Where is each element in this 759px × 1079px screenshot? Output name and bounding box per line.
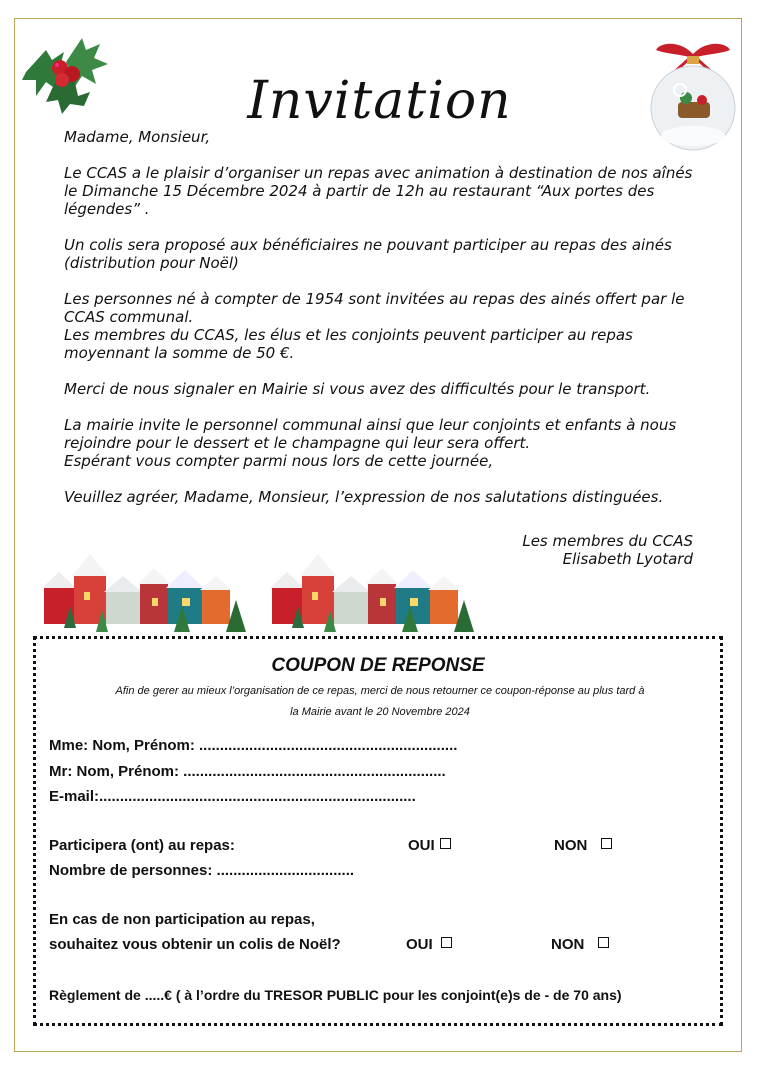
mme-name-field[interactable]: Mme: Nom, Prénom: ..............................................................	[49, 737, 458, 754]
coupon-note	[60, 681, 700, 723]
coupon-note-line: la Mairie avant le 20 Novembre 2024	[290, 706, 470, 718]
letter-paragraph: Merci de nous signaler en Mairie si vous avez des difficultés pour le transport.	[64, 380, 651, 398]
page-title: Invitation	[247, 70, 512, 131]
letter-paragraph: Les membres du CCAS, les élus et les conjoints peuvent participer au repas moyennant la somme de 50 €.	[64, 326, 633, 362]
colis-question-line: En cas de non participation au repas,	[49, 911, 315, 928]
nombre-personnes-field[interactable]: Nombre de personnes: .................................	[49, 862, 355, 879]
letter-paragraph: La mairie invite le personnel communal ainsi que leur conjoints et enfants à nous rejoindre pour le dessert et le champagne qui leur sera offert.	[64, 416, 677, 452]
christmas-village-image	[40, 548, 488, 634]
closing-paragraph: Veuillez agréer, Madame, Monsieur, l’expression de nos salutations distinguées.	[64, 488, 664, 506]
mr-name-field[interactable]: Mr: Nom, Prénom: ...............................................................	[49, 763, 446, 780]
colis-oui-option[interactable]	[406, 936, 452, 953]
invitation-letter	[64, 128, 704, 524]
oui-checkbox[interactable]	[440, 838, 451, 849]
letter-paragraph: Un colis sera proposé aux bénéficiaires ne pouvant participer au repas des ainés (distribution pour Noël)	[64, 236, 672, 272]
oui-label: OUI	[406, 936, 433, 953]
signature-line: Les membres du CCAS	[522, 532, 693, 550]
participation-label: Participera (ont) au repas:	[49, 837, 235, 854]
coupon-title: COUPON DE REPONSE	[271, 655, 485, 676]
oui-label: OUI	[408, 837, 435, 854]
colis-non-option[interactable]	[551, 936, 609, 953]
signature-name: Elisabeth Lyotard	[562, 550, 693, 568]
participation-non-option[interactable]	[554, 837, 612, 854]
letter-paragraph: Les personnes né à compter de 1954 sont invitées au repas des ainés offert par le CCAS communal.	[64, 290, 685, 326]
non-label: NON	[551, 936, 585, 953]
greeting: Madame, Monsieur,	[64, 128, 211, 146]
reglement-line[interactable]: Règlement de .....€ ( à l’ordre du TRESOR PUBLIC pour les conjoint(e)s de - de 70 ans)	[49, 987, 622, 1003]
participation-oui-option[interactable]	[408, 837, 451, 854]
letter-paragraph: Espérant vous compter parmi nous lors de cette journée,	[64, 452, 494, 470]
signature	[522, 532, 693, 568]
response-coupon	[33, 636, 723, 1026]
non-label: NON	[554, 837, 588, 854]
email-field[interactable]: E-mail:............................................................................	[49, 788, 416, 805]
non-checkbox[interactable]	[601, 838, 612, 849]
letter-paragraph: Le CCAS a le plaisir d’organiser un repas avec animation à destination de nos aînés le Dimanche 15 Décembre 2024 à partir de 12h au restaurant “Aux portes des légendes” .	[64, 164, 693, 218]
coupon-note-line: Afin de gerer au mieux l’organisation de ce repas, merci de nous retourner ce coupon-réponse au plus tard à	[115, 685, 645, 697]
colis-question-line: souhaitez vous obtenir un colis de Noël?	[49, 936, 341, 953]
non-checkbox[interactable]	[598, 937, 609, 948]
oui-checkbox[interactable]	[441, 937, 452, 948]
